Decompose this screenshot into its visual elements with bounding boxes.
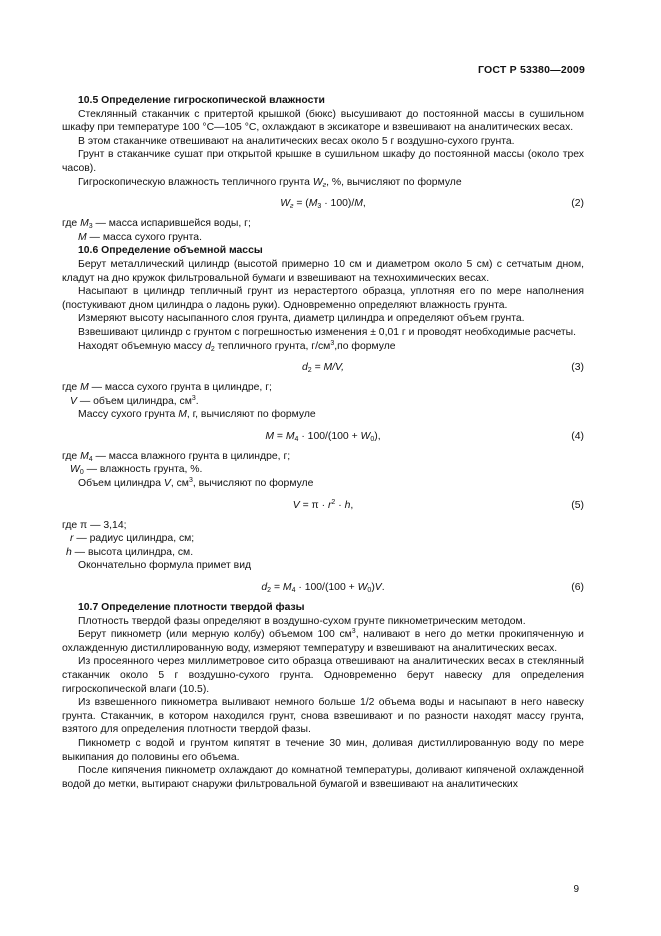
formula-3 xyxy=(62,357,584,377)
where-line: $W_0$ — влажность грунта, %. xyxy=(70,464,203,477)
paragraph: Берут пикнометр (или мерную колбу) объемом 100 $см^3$, наливают в него до метки прокипяченную и охлажденную дистиллированную воду, измеряют температуру и взвешивают на аналитических весах. xyxy=(62,628,584,654)
formula-number: (5) xyxy=(571,499,584,511)
formula-expression: $W_г = (M_3 \cdot 100)/M$, xyxy=(280,198,366,211)
formula-2 xyxy=(62,193,584,213)
formula-expression: $d_2 = M/V$, xyxy=(301,362,345,375)
formula-number: (2) xyxy=(571,198,584,210)
formula-number: (6) xyxy=(571,582,584,594)
formula-expression: $V = \pi \cdot r^2 \cdot h$, xyxy=(292,498,354,511)
paragraph: Из взвешенного пикнометра выливают немного больше 1/2 объема воды и насыпают в него навеску грунта. Стаканчик, в котором находился грунт, снова взвешивают и по разности находят массу грунта, взятого для определения плотности твердой фазы. xyxy=(62,697,584,736)
paragraph: Из просеянного через миллиметровое сито образца отвешивают на аналитических весах в стеклянный стаканчик около 5 г воздушно-сухого грунта. Одновременно берут навеску для определения гигроскопической влаги (10.5). xyxy=(62,656,584,695)
formula-expression: $M = M_4 \cdot 100/(100 + W_0)$, xyxy=(265,430,381,443)
where-line: M — масса сухого грунта. xyxy=(78,231,202,243)
formula-expression: $d_2 = M_4 \cdot 100/(100 + W_0)V$. xyxy=(261,582,385,595)
paragraph: Взвешивают цилиндр с грунтом с погрешностью изменения ± 0,01 г и проводят необходимые расчеты. xyxy=(78,326,577,338)
document-header: ГОСТ Р 53380—2009 xyxy=(477,64,585,76)
paragraph: Окончательно формула примет вид xyxy=(78,560,252,572)
formula-number: (3) xyxy=(571,362,584,374)
paragraph: Гигроскопическую влажность тепличного грунта $W_г$, %, вычисляют по формуле xyxy=(78,176,462,189)
paragraph: После кипячения пикнометр охлаждают до комнатной температуры, доливают кипяченой охлажденной водой до метки, вытирают снаружи фильтровальной бумагой и взвешивают на аналитических xyxy=(62,765,584,790)
paragraph: Плотность твердой фазы определяют в воздушно-сухом грунте пикнометрическим методом. xyxy=(78,615,526,627)
where-line: где M — масса сухого грунта в цилиндре, г; xyxy=(62,382,272,394)
where-line: где $M_3$ — масса испарившейся воды, г; xyxy=(62,218,251,231)
formula-5 xyxy=(62,495,584,515)
paragraph: Находят объемную массу $d_2$ тепличного грунта, $г/см^3,по$ формуле xyxy=(78,339,396,353)
where-line: где π — 3,14; xyxy=(62,519,127,531)
paragraph: Пикнометр с водой и грунтом кипятят в течение 30 мин, доливая дистиллированную воду по мере выкипания до половины его объема. xyxy=(62,737,584,763)
paragraph: В этом стаканчике отвешивают на аналитических весах около 5 г воздушно-сухого грунта. xyxy=(78,135,515,147)
paragraph: Массу сухого грунта M, г, вычисляют по формуле xyxy=(78,409,316,421)
section-heading-10-7: 10.7 Определение плотности твердой фазы xyxy=(78,602,305,614)
document-body xyxy=(62,94,584,791)
formula-4 xyxy=(62,426,584,446)
paragraph: Стеклянный стаканчик с притертой крышкой (бюкс) высушивают до постоянной массы в сушильном шкафу при температуре 100 °C—105 °C, охлаждают в эксикаторе и взвешивают на аналитических весах. xyxy=(62,108,584,134)
where-line: r — радиус цилиндра, см; xyxy=(70,533,195,545)
paragraph: Измеряют высоту насыпанного слоя грунта, диаметр цилиндра и определяют объем грунта. xyxy=(78,313,525,325)
where-line: где $M_4$ — масса влажного грунта в цилиндре, г; xyxy=(62,450,291,463)
paragraph: Берут металлический цилиндр (высотой примерно 10 см и диаметром около 5 см) с сетчатым дном, кладут на дно кружок фильтровальной бумаги и взвешивают на технохимических весах. xyxy=(62,258,584,284)
where-line: V — объем цилиндра, $см^3$. xyxy=(70,394,199,407)
section-heading-10-6: 10.6 Определение объемной массы xyxy=(78,245,263,257)
paragraph: Насыпают в цилиндр тепличный грунт из нерастертого образца, уплотняя его по мере наполнения (постукивают дном цилиндра о ладонь руки). Одновременно определяют влажность грунта. xyxy=(62,286,584,311)
where-line: h — высота цилиндра, см. xyxy=(66,546,194,558)
formula-number: (4) xyxy=(571,430,584,442)
section-heading-10-5: 10.5 Определение гигроскопической влажности xyxy=(78,95,325,106)
page-number: 9 xyxy=(573,884,579,895)
paragraph: Грунт в стаканчике сушат при открытой крышке в сушильном шкафу до постоянной массы (около трех часов). xyxy=(62,149,584,174)
paragraph: Объем цилиндра V, $см^3$, вычисляют по формуле xyxy=(78,477,314,490)
formula-6 xyxy=(62,577,584,597)
